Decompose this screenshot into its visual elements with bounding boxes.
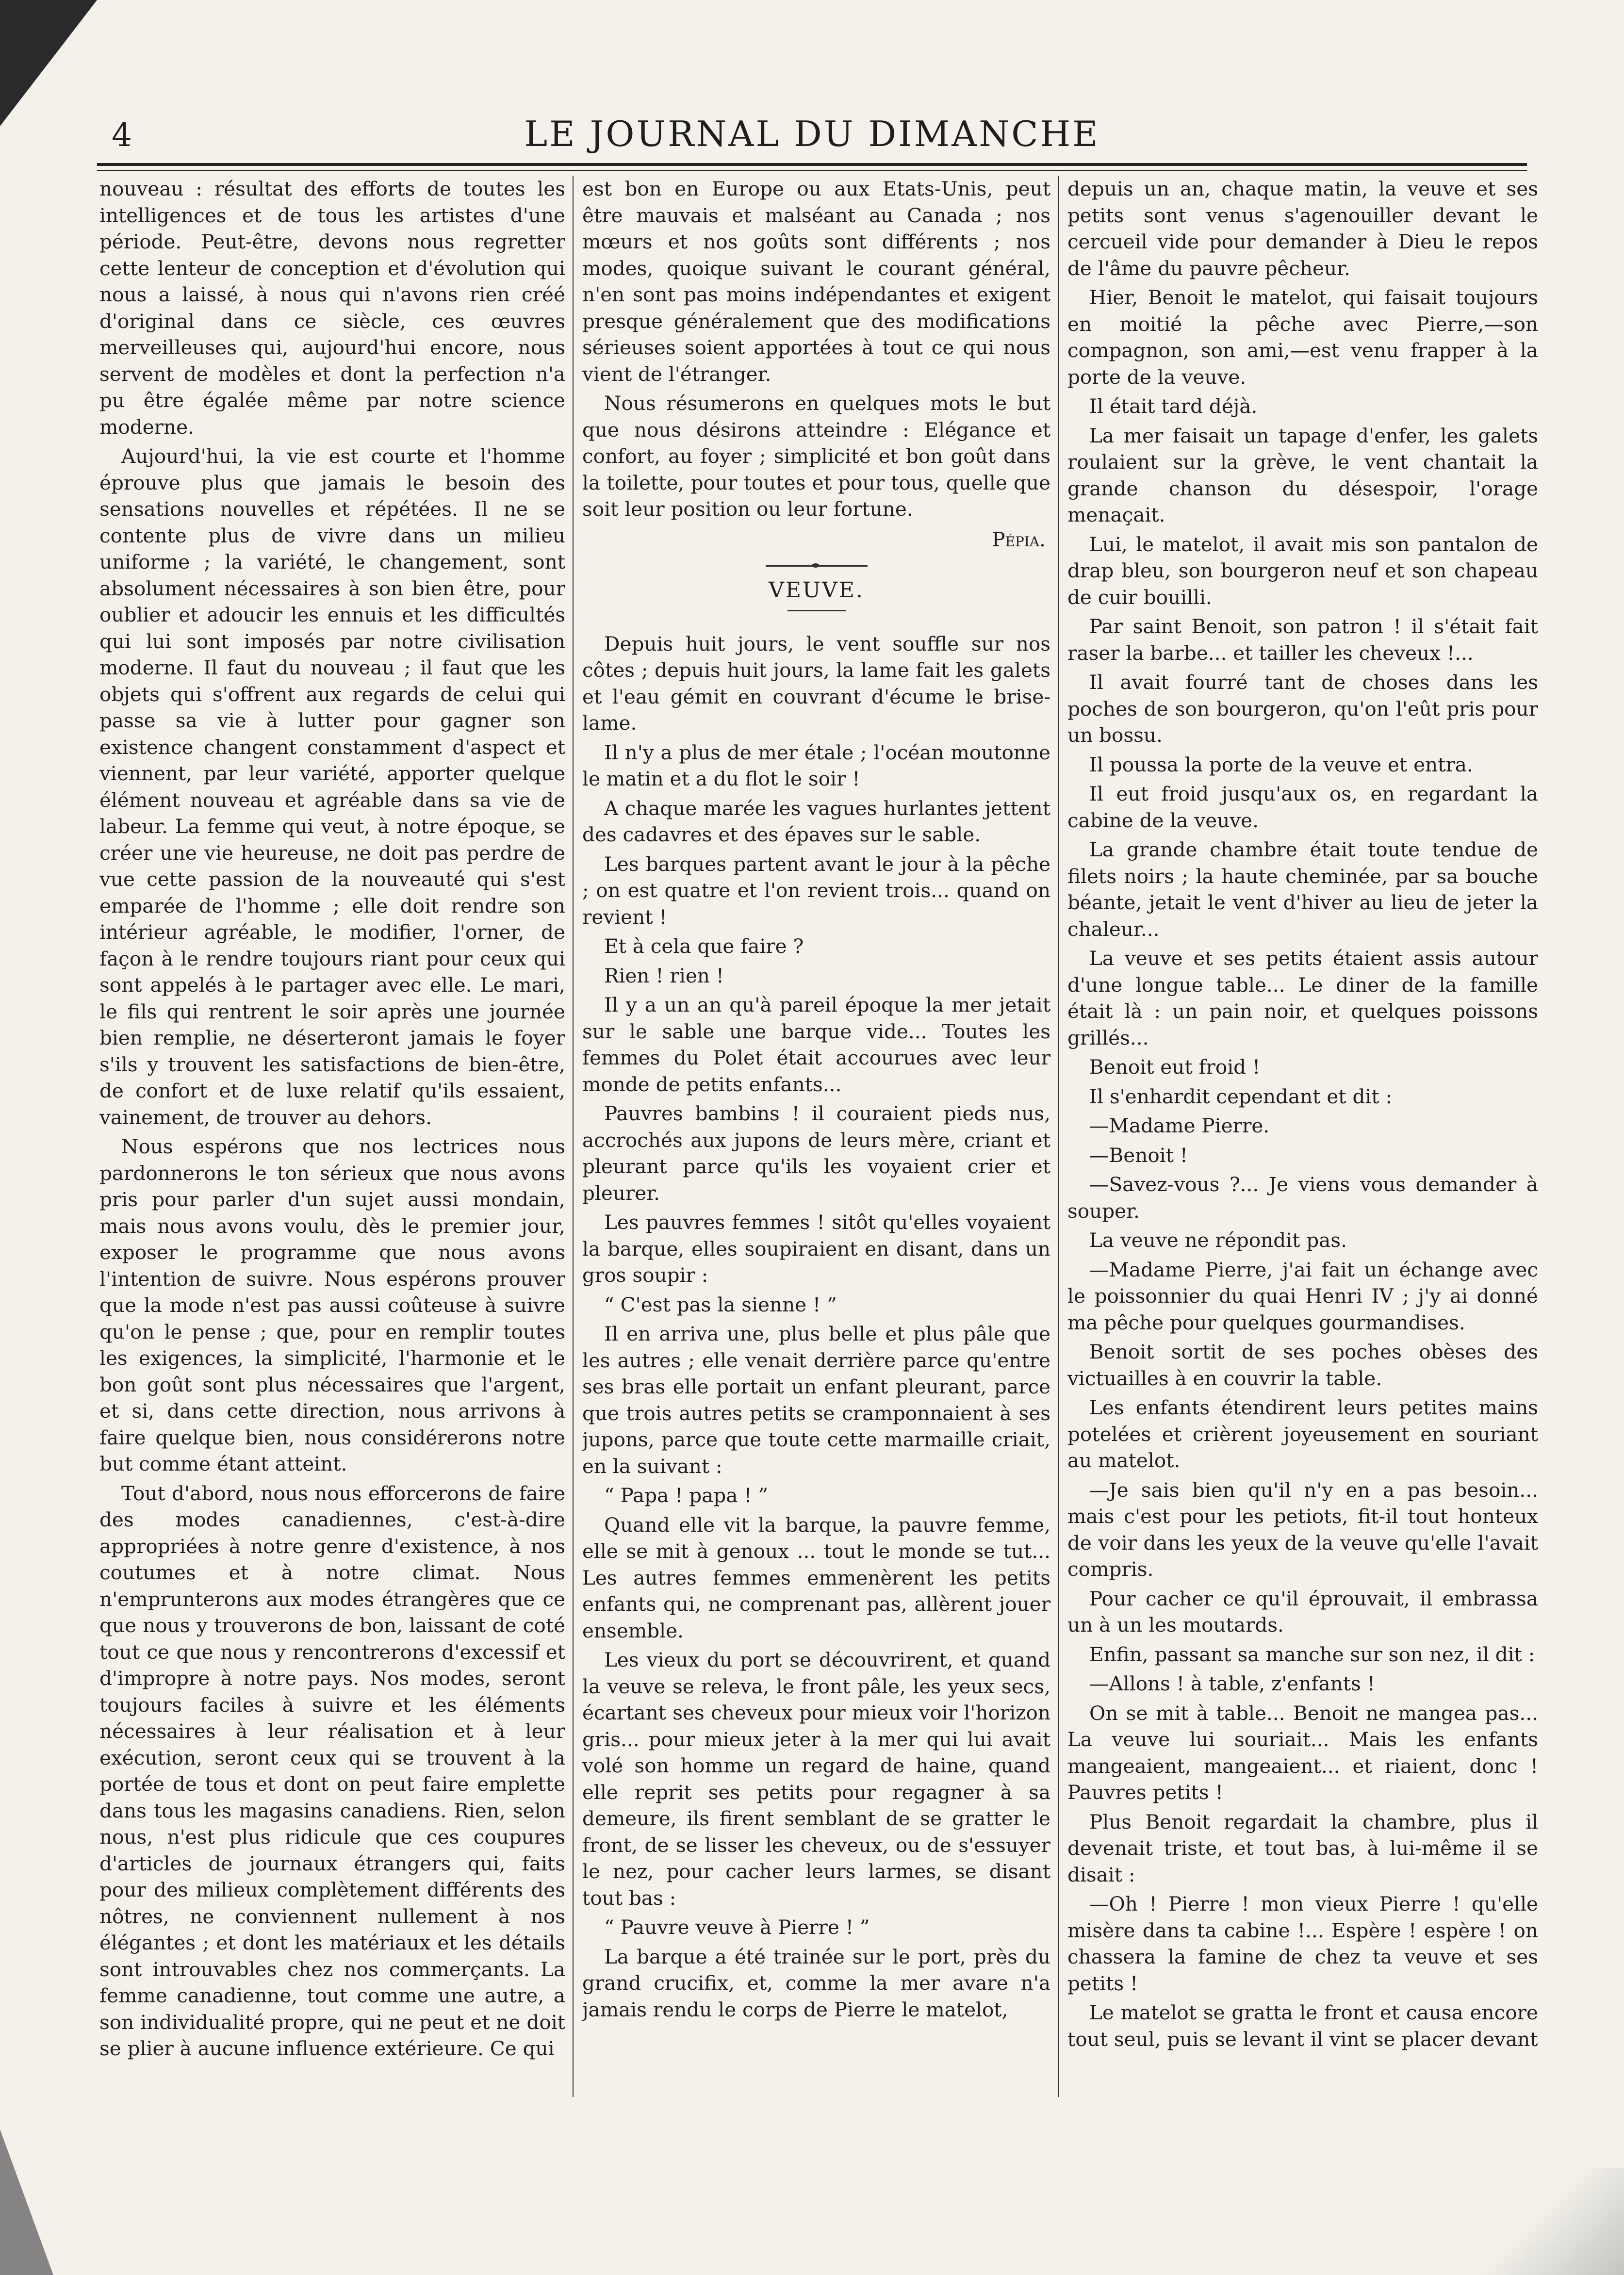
column-separator (573, 176, 574, 2097)
story-paragraph: Les barques partent avant le jour à la pêche ; on est quatre et l'on revient trois... quand on revient ! (582, 852, 1050, 929)
story-paragraph: Il n'y a plus de mer étale ; l'océan moutonne le matin et a du flot le soir ! (582, 740, 1050, 790)
page-corner-shadow (0, 0, 97, 126)
story-paragraph: Les pauvres femmes ! sitôt qu'elles voyaient la barque, elles soupiraient en disant, dans un gros soupir : (582, 1211, 1050, 1287)
story-paragraph: Quand elle vit la barque, la pauvre femme, elle se mit à genoux ... tout le monde se tut... Les autres femmes emmenèrent les petits enfants qui, ne comprenant pas, allèrent jouer ensemble. (582, 1513, 1050, 1642)
story-paragraph: On se mit à table... Benoit ne mangea pas... La veuve lui souriait... Mais les enfants mangeaient, mangeaient... et riaient, donc ! Pauvres petits ! (1067, 1701, 1538, 1804)
story-body (582, 631, 1050, 2023)
page-header (97, 116, 1527, 165)
story-paragraph: La grande chambre était toute tendue de filets noirs ; la haute cheminée, par sa bouche béante, jetait le vent d'hiver au lieu de jeter la chaleur... (1067, 838, 1538, 941)
story-paragraph: Par saint Benoit, son patron ! il s'était fait raser la barbe... et tailler les cheveux !... (1067, 615, 1538, 665)
story-paragraph: Hier, Benoit le matelot, qui faisait toujours en moitié la pêche avec Pierre,—son compagnon, son ami,—est venu frapper à la porte de la veuve. (1067, 286, 1538, 389)
story-paragraph: —Madame Pierre. (1089, 1114, 1270, 1137)
page-edge-shadow (0, 2129, 53, 2275)
paragraph: Nous résumerons en quelques mots le but que nous désirons atteindre : Elégance et confort, au foyer ; simplicité et bon goût dans la toilette, pour toutes et pour tous, quelle que soit leur position ou leur fortune. (582, 392, 1050, 521)
story-paragraph: Il était tard déjà. (1089, 394, 1258, 418)
story-paragraph: “ Papa ! papa ! ” (604, 1484, 769, 1507)
column-1 (99, 176, 565, 2097)
story-paragraph: Les enfants étendirent leurs petites mains potelées et crièrent joyeusement en souriant au matelot. (1067, 1396, 1538, 1472)
page-edge-shadow-right (1459, 2168, 1624, 2275)
header-rule-thin (97, 170, 1527, 171)
story-paragraph: Il s'enhardit cependant et dit : (1089, 1084, 1393, 1108)
story-paragraph: Rien ! rien ! (604, 964, 724, 987)
story-paragraph: Il poussa la porte de la veuve et entra. (1089, 753, 1473, 776)
paragraph: Nous espérons que nos lectrices nous pardonnerons le ton sérieux que nous avons pris pour parler d'un sujet aussi mondain, mais nous avons voulu, dès le premier jour, exposer le programme que nous avons l'intention de suivre. Nous espérons prouver que la mode n'est pas aussi coûteuse à suivre qu'on le pense ; que, pour en remplir toutes les exigences, la simplicité, l'harmonie et le bon goût sont plus nécessaires que l'argent, et si, dans cette direction, nous arrivons à faire quelque bien, nous considérerons notre but comme étant atteint. (99, 1135, 565, 1475)
paragraph: Aujourd'hui, la vie est courte et l'homme éprouve plus que jamais le besoin des sensations nouvelles et répétées. Il ne se contente plus de vivre dans un milieu uniforme ; la variété, le changement, sont absolument nécessaires à son bien être, pour oublier et adoucir les ennuis et les difficultés qui lui sont imposés par notre civilisation moderne. Il faut du nouveau ; il faut que les objets qui s'offrent aux regards de celui qui passe sa vie à lutter pour gagner son existence changent constamment d'aspect et viennent, par leur variété, apporter quelque élément nouveau et agréable dans sa vie de labeur. La femme qui veut, à notre époque, se créer une vie heureuse, ne doit pas perdre de vue cette passion de la nouveauté qui s'est emparée de l'homme ; elle doit rendre son intérieur agréable, le modifier, l'orner, de façon à le rendre toujours riant pour ceux qui sont appelés à le partager avec elle. Le mari, le fils qui rentrent le soir après une journée bien remplie, ne déserteront jamais le foyer s'ils y trouvent les satisfactions de bien-être, de confort et de luxe relatif qu'ils essaient, vainement, de trouver au dehors. (99, 444, 565, 1129)
section-ornament (766, 565, 868, 567)
story-paragraph: —Je sais bien qu'il n'y en a pas besoin... mais c'est pour les petiots, fit-il tout honteux de voir dans les yeux de la veuve qu'elle l'avait compris. (1067, 1478, 1538, 1581)
story-paragraph: Les vieux du port se découvrirent, et quand la veuve se releva, le front pâle, les yeux secs, écartant ses cheveux pour mieux voir l'horizon gris... pour mieux jeter à la mer qui lui avait volé son homme un regard de haine, quand elle reprit ses petits pour regagner à sa demeure, ils firent semblant de se gratter le front, de se lisser les cheveux, ou de s'essuyer le nez, pour cacher leurs larmes, se disant tout bas : (582, 1648, 1050, 1910)
story-paragraph: —Benoit ! (1089, 1143, 1188, 1167)
story-paragraph: La mer faisait un tapage d'enfer, les galets roulaient sur la grève, le vent chantait la grande chanson du désespoir, l'orage menaçait. (1067, 424, 1538, 526)
story-paragraph: Et à cela que faire ? (604, 934, 804, 958)
story-title: VEUVE. (769, 578, 864, 603)
story-paragraph: Enfin, passant sa manche sur son nez, il dit : (1089, 1642, 1535, 1666)
story-paragraph: “ C'est pas la sienne ! ” (604, 1293, 837, 1316)
header-rule-thick (97, 163, 1527, 166)
story-paragraph: depuis un an, chaque matin, la veuve et ses petits sont venus s'agenouiller devant le cercueil vide pour demander à Dieu le repos de l'âme du pauvre pêcheur. (1067, 177, 1538, 280)
paragraph: Tout d'abord, nous nous efforcerons de faire des modes canadiennes, c'est-à-dire appropriées à notre genre d'existence, à nos coutumes et à notre climat. Nous n'emprunterons aux modes étrangères que ce que nous y trouverons de bon, laissant de coté tout ce que nous y rencontrerons d'excessif et d'impropre à notre pays. Nos modes, seront toujours faciles à suivre et les éléments nécessaires à leur réalisation et à leur exécution, seront ceux qui se trouvent à la portée de tous et dont on peut faire emplette dans tous les magasins canadiens. Rien, selon nous, n'est plus ridicule que ces coupures d'articles de journaux étrangers qui, faits pour des milieux complètement différents des nôtres, ne conviennent nullement à nos élégantes ; et dont les matériaux et les détails sont introuvables chez nos commerçants. La femme canadienne, tout comme une autre, a son individualité propre, qui ne peut et ne doit se plier à aucune influence extérieure. Ce qui (99, 1481, 565, 2060)
page-number: 4 (112, 116, 132, 154)
story-paragraph: —Savez-vous ?... Je viens vous demander à souper. (1067, 1173, 1538, 1223)
story-paragraph: Il y a un an qu'à pareil époque la mer jetait sur le sable une barque vide... Toutes les femmes du Polet était accourues avec leur monde de petits enfants... (582, 993, 1050, 1096)
story-paragraph: Plus Benoit regardait la chambre, plus il devenait triste, et tout bas, à lui-même il se disait : (1067, 1810, 1538, 1886)
story-paragraph: Le matelot se gratta le front et causa encore tout seul, puis se levant il vint se placer devant (1067, 2001, 1538, 2051)
journal-title: LE JOURNAL DU DIMANCHE (524, 114, 1100, 154)
story-paragraph: —Oh ! Pierre ! mon vieux Pierre ! qu'elle misère dans ta cabine !... Espère ! espère ! on chassera la famine de chez ta veuve et ses petits ! (1067, 1892, 1538, 1995)
story-paragraph: Pauvres bambins ! il couraient pieds nus, accrochés aux jupons de leurs mère, criant et pleurant parce qu'ils les voyaient crier et pleurer. (582, 1102, 1050, 1205)
story-paragraph: Pour cacher ce qu'il éprouvait, il embrassa un à un les moutards. (1067, 1587, 1538, 1637)
column-2 (582, 176, 1050, 2097)
article-signature: Pépia. (992, 527, 1046, 551)
story-paragraph: “ Pauvre veuve à Pierre ! ” (604, 1915, 870, 1939)
story-paragraph: Lui, le matelot, il avait mis son pantalon de drap bleu, son bourgeron neuf et son chapeau de cuir bouilli. (1067, 532, 1538, 609)
story-paragraph: La veuve ne répondit pas. (1089, 1228, 1347, 1252)
paragraph: est bon en Europe ou aux Etats-Unis, peut être mauvais et malséant au Canada ; nos mœurs et nos goûts sont différents ; nos modes, quoique suivant le courant général, n'en sont pas moins indépendantes et exigent presque généralement que des modifications sérieuses soient apportées à tout ce qui nous vient de l'étranger. (582, 177, 1050, 386)
story-paragraph: Benoit sortit de ses poches obèses des victuailles à en couvrir la table. (1067, 1340, 1538, 1390)
column-3 (1067, 176, 1538, 2097)
story-paragraph: A chaque marée les vagues hurlantes jettent des cadavres et des épaves sur le sable. (582, 796, 1050, 846)
title-rule (787, 610, 846, 611)
story-paragraph: La barque a été trainée sur le port, près du grand crucifix, et, comme la mer avare n'a jamais rendu le corps de Pierre le matelot, (582, 1945, 1050, 2021)
story-paragraph: La veuve et ses petits étaient assis autour d'une longue table... Le diner de la famille était là : un pain noir, et quelques poissons grillés... (1067, 947, 1538, 1049)
story-paragraph: Depuis huit jours, le vent souffle sur nos côtes ; depuis huit jours, la lame fait les galets et l'eau gémit en couvrant d'écume le brise-lame. (582, 632, 1050, 735)
column-separator (1058, 176, 1059, 2097)
story-paragraph: —Allons ! à table, z'enfants ! (1089, 1672, 1375, 1695)
story-paragraph: Il en arriva une, plus belle et plus pâle que les autres ; elle venait derrière parce qu'entre ses bras elle portait un enfant pleurant, parce que trois autres petits se cramponnaient à ses jupons, parce que toute cette marmaille criait, en la suivant : (582, 1322, 1050, 1478)
story-paragraph: Il eut froid jusqu'aux os, en regardant la cabine de la veuve. (1067, 782, 1538, 832)
story-paragraph: —Madame Pierre, j'ai fait un échange avec le poissonnier du quai Henri IV ; j'y ai donné ma pêche pour quelques gourmandises. (1067, 1258, 1538, 1334)
paragraph: nouveau : résultat des efforts de toutes les intelligences et de tous les artistes d'une période. Peut-être, devons nous regretter cette lenteur de conception et d'évolution qui nous a laissé, à nous qui n'avons rien créé d'original dans ce siècle, ces œuvres merveilleuses qui, aujourd'hui encore, nous servent de modèles et dont la perfection n'a pu être égalée même par notre science moderne. (99, 177, 565, 439)
story-paragraph: Il avait fourré tant de choses dans les poches de son bourgeron, qu'on l'eût pris pour un bossu. (1067, 671, 1538, 747)
story-paragraph: Benoit eut froid ! (1089, 1055, 1261, 1079)
